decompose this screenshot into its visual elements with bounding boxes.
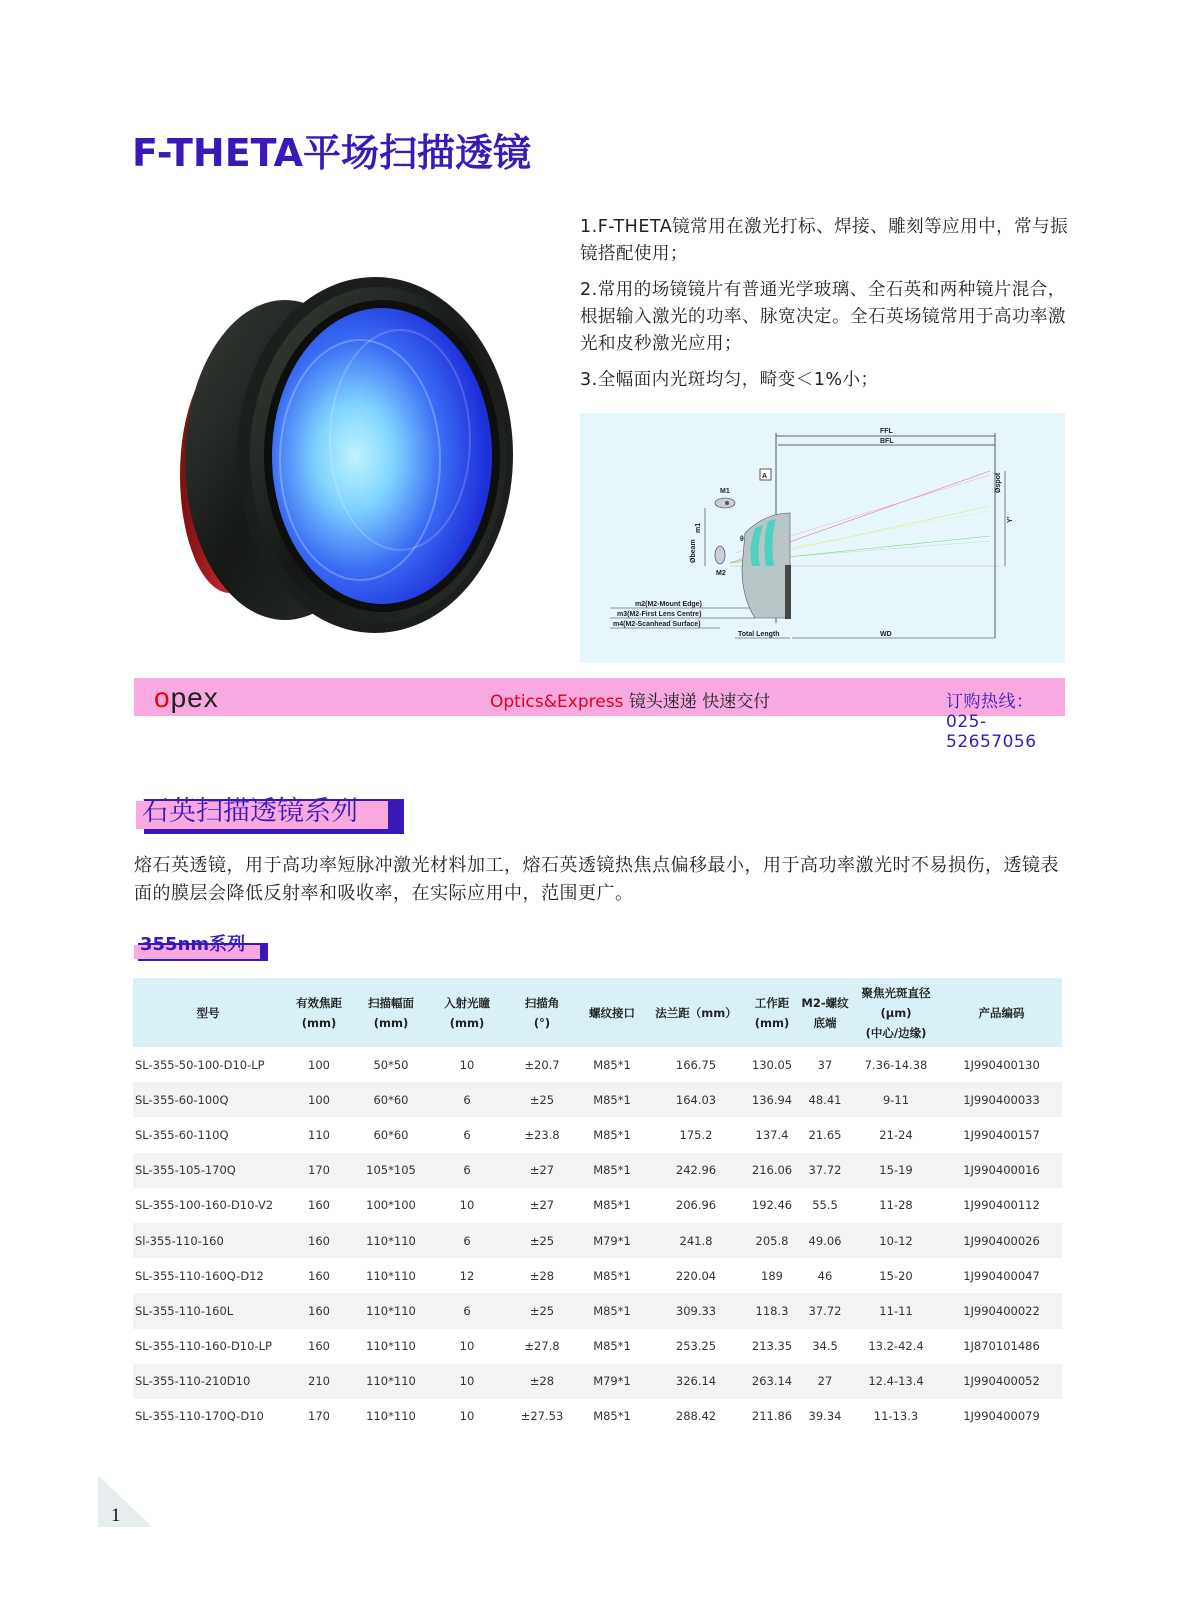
spec-table [133, 978, 1062, 1434]
table-cell: 37.72 [808, 1163, 842, 1178]
table-cell: M85*1 [593, 1339, 631, 1354]
model-cell: SL-355-100-160-D10-V2 [135, 1198, 274, 1213]
table-cell: 55.5 [812, 1198, 838, 1213]
table-cell: 6 [463, 1163, 471, 1178]
model-cell: Sl-355-110-160 [135, 1233, 224, 1248]
table-cell: 1J990400016 [963, 1163, 1040, 1178]
model-cell: SL-355-110-160-D10-LP [135, 1339, 272, 1354]
feature-item: 3.全幅面内光斑均匀，畸变＜1%小； [580, 370, 879, 390]
table-cell: ±28 [529, 1374, 555, 1389]
table-cell: 166.75 [675, 1057, 717, 1072]
model-cell: SL-355-110-160Q-D12 [135, 1268, 264, 1283]
total-length-label: Total Length [738, 631, 780, 638]
table-cell: 160 [308, 1233, 330, 1248]
feature-item: 2.常用的场镜镜片有普通光学玻璃、全石英和两种镜片混合，根据输入激光的功率、脉宽决定。全石英场镜常用于高功率激光和皮秒激光应用； [580, 280, 1066, 354]
table-cell: 164.03 [675, 1092, 717, 1107]
table-cell: 10-12 [879, 1233, 913, 1248]
table-cell: 110*110 [366, 1268, 416, 1283]
table-cell: 1J990400022 [963, 1303, 1040, 1318]
table-cell: 37.72 [808, 1303, 842, 1318]
lens-product-photo [150, 260, 530, 645]
table-cell: 11-11 [879, 1303, 913, 1318]
table-cell: M85*1 [593, 1163, 631, 1178]
table-cell: M85*1 [593, 1198, 631, 1213]
table-cell: ±27 [529, 1198, 555, 1213]
table-cell: 253.25 [675, 1339, 717, 1354]
table-cell: 6 [463, 1092, 471, 1107]
table-cell: 100*100 [366, 1198, 416, 1213]
column-header-line: (°) [533, 1015, 551, 1030]
table-cell: 34.5 [812, 1339, 838, 1354]
table-cell: 242.96 [675, 1163, 717, 1178]
table-cell: 15-19 [879, 1163, 913, 1178]
table-row [133, 1117, 1062, 1152]
column-header-line: 型号 [196, 1005, 220, 1020]
table-cell: 49.06 [808, 1233, 842, 1248]
spot-diameter-label: Øspot [995, 472, 1002, 493]
table-cell: M79*1 [593, 1374, 631, 1389]
table-cell: 118.3 [755, 1303, 789, 1318]
table-cell: 46 [817, 1268, 833, 1283]
table-cell: 12.4-13.4 [868, 1374, 924, 1389]
table-cell: 1J990400157 [963, 1127, 1040, 1142]
table-row [133, 1399, 1062, 1434]
table-cell: 7.36-14.38 [864, 1057, 928, 1072]
column-header-line: 工作距 [754, 995, 790, 1010]
slogan-cn: 镜头速递 快速交付 [628, 692, 771, 712]
table-cell: 263.14 [751, 1374, 793, 1389]
series-subheading-text: 355nm系列 [140, 934, 246, 955]
column-header [799, 978, 851, 1047]
column-header-line: (中心/边缘) [865, 1025, 927, 1040]
section-intro: 熔石英透镜，用于高功率短脉冲激光材料加工，熔石英透镜热焦点偏移最小，用于高功率激光时不易损伤，透镜表面的膜层会降低反射率和吸收率，在实际应用中，范围更广。 [134, 855, 1059, 904]
slogan [490, 687, 770, 712]
table-cell: 27 [817, 1374, 833, 1389]
table-cell: 21.65 [808, 1127, 842, 1142]
table-cell: ±27.8 [524, 1339, 560, 1354]
table-cell: 110*110 [366, 1409, 416, 1424]
column-header [133, 978, 283, 1047]
table-cell: ±28 [529, 1268, 555, 1283]
table-cell: 1J870101486 [963, 1339, 1040, 1354]
bfl-label: BFL [880, 438, 894, 445]
table-cell: ±25 [529, 1303, 555, 1318]
table-cell: 206.96 [675, 1198, 717, 1213]
ffl-label: FFL [880, 428, 893, 435]
f-theta-lens-image [150, 260, 530, 645]
slogan-en: Optics&Express [490, 692, 624, 712]
table-cell: 1J990400026 [963, 1233, 1040, 1248]
table-cell: M79*1 [593, 1233, 631, 1248]
table-cell: 160 [308, 1339, 330, 1354]
column-header-line: (mm) [301, 1015, 337, 1030]
table-cell: 10 [459, 1409, 475, 1424]
table-cell: ±20.7 [524, 1057, 560, 1072]
table-row [133, 1258, 1062, 1293]
table-cell: 137.4 [755, 1127, 789, 1142]
wd-label: WD [880, 631, 892, 638]
table-cell: ±25 [529, 1233, 555, 1248]
table-cell: 160 [308, 1198, 330, 1213]
model-cell: SL-355-60-110Q [135, 1127, 229, 1142]
table-cell: 205.8 [755, 1233, 789, 1248]
column-header [283, 978, 355, 1047]
column-header-line: M2-螺纹 [801, 995, 849, 1010]
m4-dim-label: m4(M2-Scanhead Surface) [613, 621, 701, 628]
table-cell: M85*1 [593, 1057, 631, 1072]
table-cell: 48.41 [808, 1092, 842, 1107]
table-cell: 192.46 [751, 1198, 793, 1213]
table-cell: M85*1 [593, 1092, 631, 1107]
page-corner-decoration [98, 1475, 152, 1527]
table-row [133, 1047, 1062, 1082]
table-row [133, 1153, 1062, 1188]
column-header [427, 978, 507, 1047]
table-cell: 216.06 [751, 1163, 793, 1178]
opex-logo: opex [154, 682, 219, 713]
column-header [577, 978, 647, 1047]
column-header [941, 978, 1062, 1047]
table-cell: 6 [463, 1127, 471, 1142]
column-header-line: (μm) [880, 1005, 912, 1020]
table-cell: 13.2-42.4 [868, 1339, 924, 1354]
feature-list [580, 214, 1070, 403]
order-hotline: 订购热线：025-52657056 [946, 692, 1037, 752]
table-row [133, 1082, 1062, 1117]
model-cell: SL-355-110-210D10 [135, 1374, 251, 1389]
theta-label: θ [740, 536, 744, 543]
table-cell: 170 [308, 1409, 330, 1424]
table-cell: 11-13.3 [873, 1409, 919, 1424]
table-cell: 326.14 [675, 1374, 717, 1389]
table-cell: M85*1 [593, 1268, 631, 1283]
table-cell: 211.86 [751, 1409, 793, 1424]
table-cell: 100 [308, 1057, 330, 1072]
table-cell: 210 [308, 1374, 330, 1389]
page-title: F-THETA平场扫描透镜 [132, 131, 532, 175]
table-cell: 110*110 [366, 1303, 416, 1318]
table-row [133, 1329, 1062, 1364]
column-header-line: (mm) [373, 1015, 409, 1030]
m2-mirror-label: M2 [716, 570, 726, 577]
table-cell: 175.2 [679, 1127, 713, 1142]
table-cell: 39.34 [808, 1409, 842, 1424]
model-cell: SL-355-110-160L [135, 1303, 234, 1318]
column-header-line: 有效焦距 [296, 995, 342, 1010]
table-cell: 110*110 [366, 1339, 416, 1354]
table-cell: ±27 [529, 1163, 555, 1178]
column-header-line: (mm) [449, 1015, 485, 1030]
table-cell: 15-20 [879, 1268, 913, 1283]
table-cell: 1J990400033 [963, 1092, 1040, 1107]
column-header-line: 扫描角 [524, 995, 560, 1010]
table-cell: 6 [463, 1233, 471, 1248]
brand-banner [134, 678, 1065, 752]
table-cell: 105*105 [366, 1163, 416, 1178]
table-cell: 213.35 [751, 1339, 793, 1354]
column-header-line: (mm) [754, 1015, 790, 1030]
table-row [133, 1364, 1062, 1399]
column-header-line: 法兰距（mm） [655, 1005, 737, 1020]
table-header-row [133, 978, 1062, 1047]
section-heading [136, 789, 358, 829]
table-cell: 1J990400052 [963, 1374, 1040, 1389]
model-cell: SL-355-50-100-D10-LP [135, 1057, 265, 1072]
table-cell: 21-24 [879, 1127, 913, 1142]
table-cell: 130.05 [751, 1057, 793, 1072]
column-header-line: 扫描幅面 [368, 995, 414, 1010]
m1-mirror-label: M1 [720, 488, 730, 495]
table-cell: 189 [761, 1268, 783, 1283]
table-cell: ±23.8 [524, 1127, 560, 1142]
table-cell: M85*1 [593, 1409, 631, 1424]
column-header [355, 978, 427, 1047]
table-cell: 1J990400079 [963, 1409, 1040, 1424]
table-cell: 11-28 [879, 1198, 913, 1213]
table-row [133, 1188, 1062, 1223]
model-cell: SL-355-60-100Q [135, 1092, 229, 1107]
column-header [851, 978, 941, 1047]
m2-dim-label: m2(M2-Mount Edge) [635, 601, 702, 608]
table-cell: 1J990400112 [963, 1198, 1040, 1213]
table-cell: 160 [308, 1303, 330, 1318]
column-header [647, 978, 745, 1047]
column-header-line: 底端 [813, 1015, 837, 1030]
table-cell: 241.8 [679, 1233, 713, 1248]
section-heading-text: 石英扫描透镜系列 [142, 796, 358, 827]
datum-a-label: A [762, 473, 768, 480]
table-cell: 160 [308, 1268, 330, 1283]
column-header [507, 978, 577, 1047]
table-cell: 10 [459, 1339, 475, 1354]
table-cell: 10 [459, 1374, 475, 1389]
model-cell: SL-355-105-170Q [135, 1163, 236, 1178]
table-cell: 170 [308, 1163, 330, 1178]
table-cell: 10 [459, 1057, 475, 1072]
m3-dim-label: m3(M2-First Lens Centre) [617, 611, 702, 618]
optical-layout-diagram [580, 413, 1065, 663]
series-subheading [134, 930, 246, 966]
column-header-line: 螺纹接口 [589, 1005, 635, 1020]
beam-diameter-label: Øbeam [690, 539, 697, 563]
table-cell: 110*110 [366, 1233, 416, 1248]
table-cell: 110*110 [366, 1374, 416, 1389]
column-header-line: 聚焦光斑直径 [861, 985, 931, 1000]
table-cell: M85*1 [593, 1303, 631, 1318]
table-cell: 220.04 [675, 1268, 717, 1283]
column-header [745, 978, 799, 1047]
model-cell: SL-355-110-170Q-D10 [135, 1409, 264, 1424]
table-cell: ±25 [529, 1092, 555, 1107]
table-cell: 60*60 [373, 1092, 409, 1107]
table-cell: 37 [817, 1057, 833, 1072]
feature-item: 1.F-THETA镜常用在激光打标、焊接、雕刻等应用中，常与振镜搭配使用； [580, 217, 1069, 264]
table-cell: 12 [459, 1268, 475, 1283]
table-cell: 288.42 [675, 1409, 717, 1424]
table-cell: 100 [308, 1092, 330, 1107]
table-cell: M85*1 [593, 1127, 631, 1142]
table-cell: 110 [308, 1127, 330, 1142]
table-cell: 136.94 [751, 1092, 793, 1107]
table-cell: 309.33 [675, 1303, 717, 1318]
table-row [133, 1223, 1062, 1258]
table-cell: 60*60 [373, 1127, 409, 1142]
page-number: 1 [111, 1505, 121, 1526]
table-cell: 10 [459, 1198, 475, 1213]
table-row [133, 1293, 1062, 1328]
m1-dim-label: m1 [695, 522, 702, 533]
table-cell: 1J990400047 [963, 1268, 1040, 1283]
table-cell: 9-11 [882, 1092, 910, 1107]
table-cell: 1J990400130 [963, 1057, 1040, 1072]
column-header-line: 入射光瞳 [444, 995, 490, 1010]
column-header-line: 产品编码 [978, 1005, 1025, 1020]
table-cell: ±27.53 [520, 1409, 564, 1424]
table-cell: 50*50 [373, 1057, 409, 1072]
y-label: Y' [1007, 516, 1014, 523]
table-cell: 6 [463, 1303, 471, 1318]
